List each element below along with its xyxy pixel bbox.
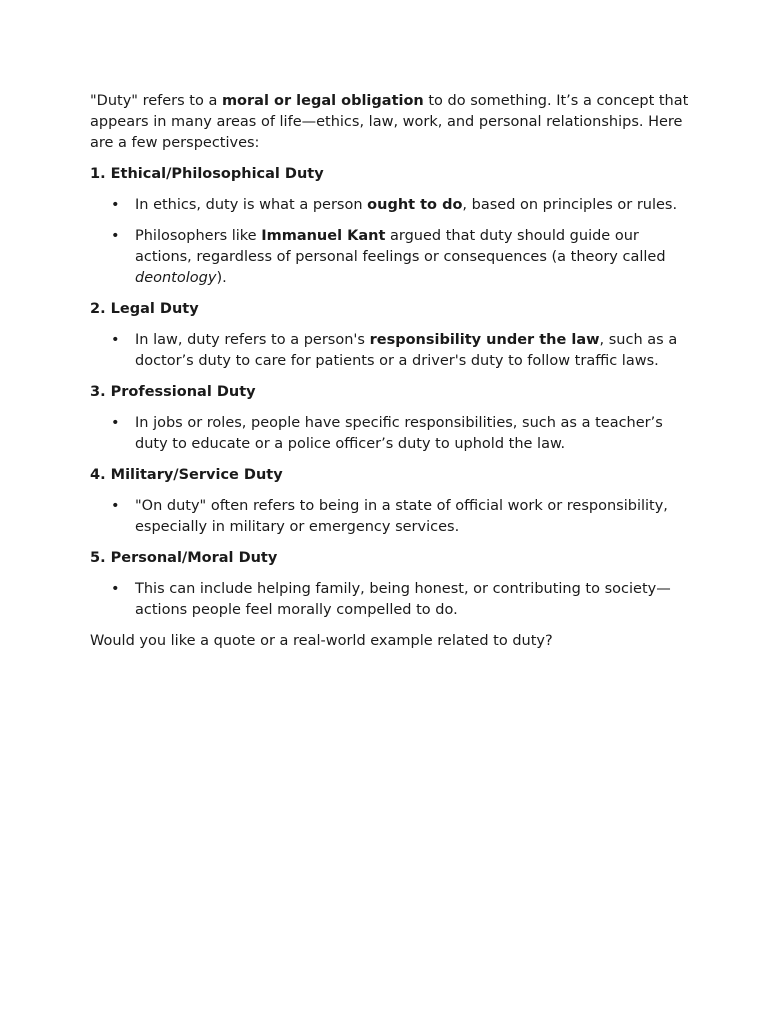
section-heading-legal: 2. Legal Duty (90, 301, 199, 317)
section-heading-military: 4. Military/Service Duty (90, 467, 283, 483)
document-body (90, 91, 690, 652)
bullet-icon: • (111, 332, 120, 348)
section-list-ethical (90, 195, 690, 289)
bullet-icon: • (111, 197, 120, 213)
closing-question: Would you like a quote or a real-world example related to duty? (90, 633, 553, 649)
section-list-professional (90, 413, 690, 455)
section-list-legal (90, 330, 690, 372)
section-heading-ethical: 1. Ethical/Philosophical Duty (90, 166, 324, 182)
intro-paragraph (90, 91, 690, 154)
list-item: • In law, duty refers to a person's responsibility under the law, such as a doctor’s duty to care for patients or a driver's duty to follow traffic laws. (111, 332, 678, 369)
list-item: • This can include helping family, being honest, or contributing to society—actions people feel morally compelled to do. (111, 581, 671, 618)
bullet-icon: • (111, 581, 120, 597)
list-item: • "On duty" often refers to being in a state of official work or responsibility, especially in military or emergency services. (111, 498, 668, 535)
section-heading-personal: 5. Personal/Moral Duty (90, 550, 278, 566)
bullet-icon: • (111, 228, 120, 244)
intro-text-1: "Duty" refers to a (90, 93, 222, 109)
bullet-icon: • (111, 498, 120, 514)
list-item: • In jobs or roles, people have specific responsibilities, such as a teacher’s duty to educate or a police officer’s duty to uphold the law. (111, 415, 663, 452)
intro-text-2: to do something. It’s a concept that appears in many areas of life—ethics, law, work, and personal relationships. Here are a few perspectives: (90, 93, 689, 151)
intro-bold-term: moral or legal obligation (221, 93, 424, 109)
list-item: • Philosophers like Immanuel Kant argued that duty should guide our actions, regardless of personal feelings or consequences (a theory called deontology). (111, 228, 666, 286)
section-list-military (90, 496, 690, 538)
list-item: • In ethics, duty is what a person ought to do, based on principles or rules. (90, 195, 690, 216)
section-heading-professional: 3. Professional Duty (90, 384, 256, 400)
section-list-personal (90, 579, 690, 621)
bullet-icon: • (111, 415, 120, 431)
